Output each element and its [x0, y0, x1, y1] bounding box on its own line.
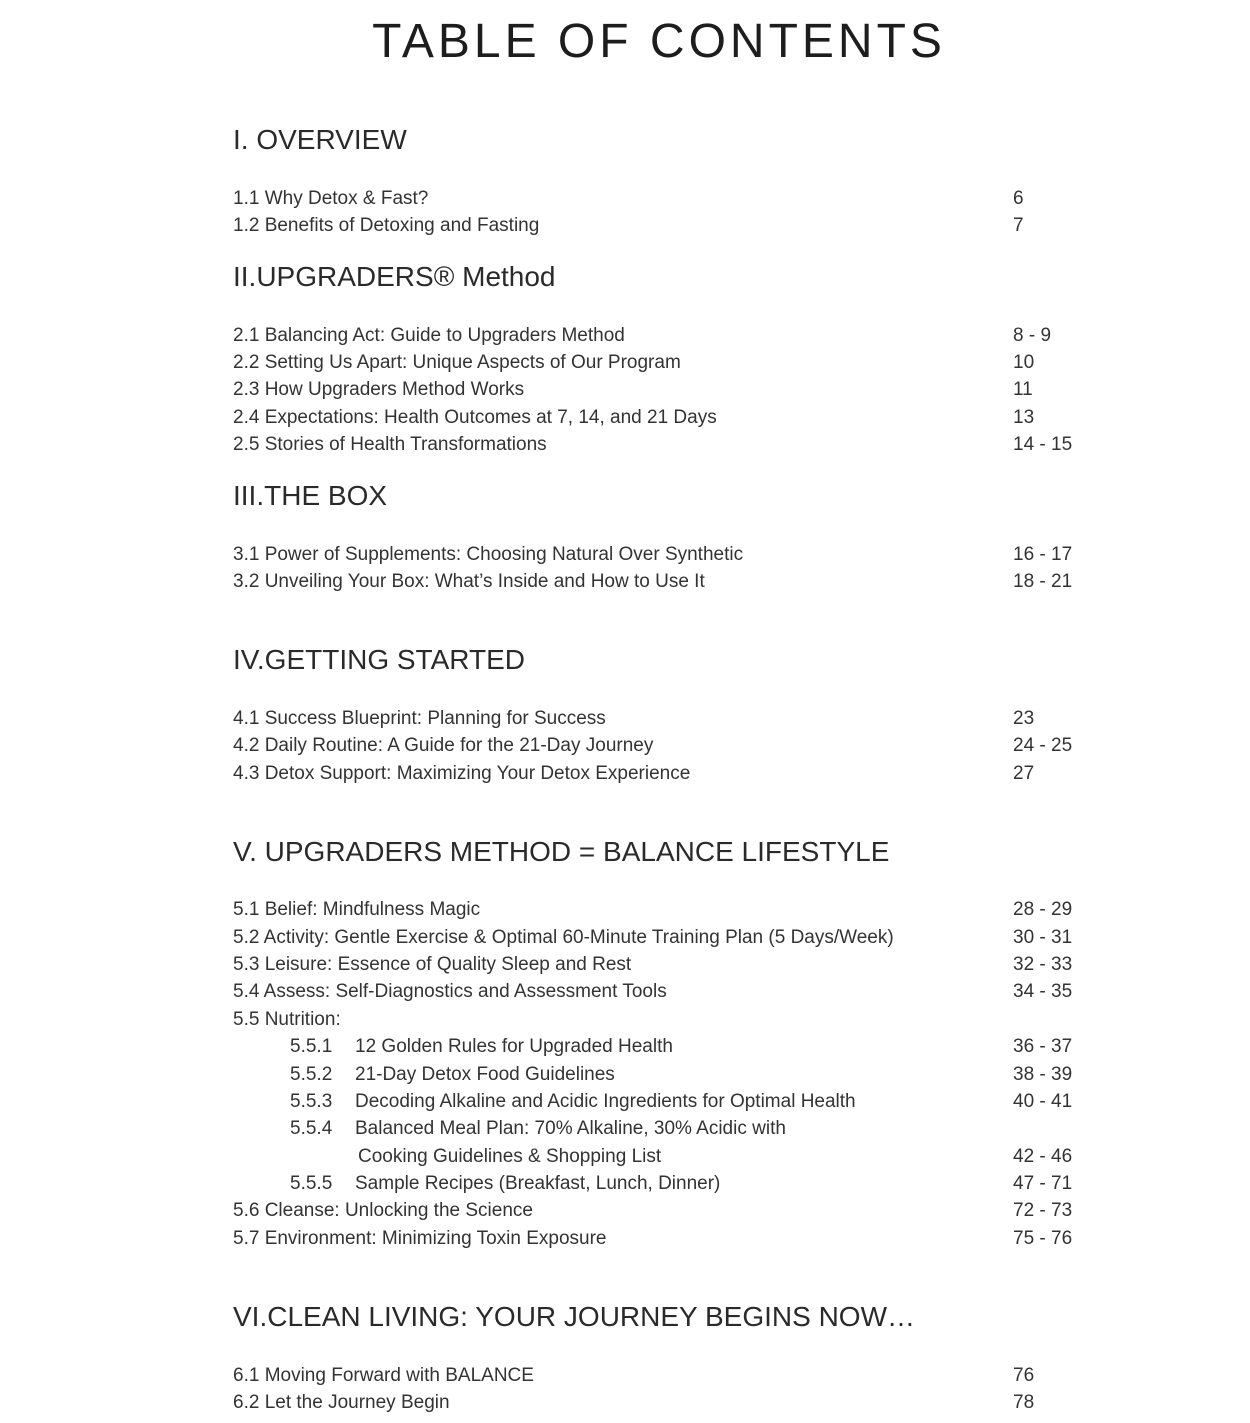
toc-entry[interactable]: [233, 927, 1133, 954]
toc-entry[interactable]: [233, 708, 1133, 735]
toc-entry-pages: 16 - 17: [1013, 544, 1073, 565]
toc-entry-label: 1.1 Why Detox & Fast?: [233, 188, 429, 209]
toc-entry[interactable]: [233, 407, 1133, 434]
toc-sub-entry-number: 5.5.4: [290, 1118, 333, 1139]
toc-sub-entry-number: 5.5.5: [290, 1173, 333, 1194]
toc-entry-label: 5.6 Cleanse: Unlocking the Science: [233, 1200, 533, 1221]
toc-entry-label: 12 Golden Rules for Upgraded Health: [355, 1036, 673, 1057]
section-heading-overview: I. OVERVIEW: [233, 124, 407, 155]
toc-entry-label: 5.5 Nutrition:: [233, 1009, 341, 1030]
toc-entry-pages: 18 - 21: [1013, 571, 1073, 592]
toc-entry-pages: 30 - 31: [1013, 927, 1073, 948]
toc-entry-label: 5.3 Leisure: Essence of Quality Sleep and Rest: [233, 954, 632, 975]
toc-entry-pages: 7: [1013, 215, 1024, 236]
toc-entry-pages: 72 - 73: [1013, 1200, 1073, 1221]
toc-sub-entry-number: 5.5.3: [290, 1091, 333, 1112]
toc-entry-pages: 8 - 9: [1013, 325, 1052, 346]
toc-entry-label: 2.4 Expectations: Health Outcomes at 7, 14, and 21 Days: [233, 407, 717, 428]
toc-entry[interactable]: [233, 188, 1133, 215]
toc-sub-entry-number: 5.5.2: [290, 1064, 333, 1085]
toc-entry-label: 6.2 Let the Journey Begin: [233, 1392, 450, 1413]
toc-entry-pages: 34 - 35: [1013, 981, 1073, 1002]
toc-entry[interactable]: [233, 899, 1133, 926]
toc-entry[interactable]: [233, 735, 1133, 762]
toc-entry-pages: 23: [1013, 708, 1035, 729]
toc-entry[interactable]: [233, 763, 1133, 790]
toc-entry[interactable]: [233, 215, 1133, 242]
toc-entry[interactable]: [233, 1228, 1133, 1255]
toc-entry-label: 4.3 Detox Support: Maximizing Your Detox Experience: [233, 763, 691, 784]
toc-entry-pages: 32 - 33: [1013, 954, 1073, 975]
section-heading-clean-living: VI.CLEAN LIVING: YOUR JOURNEY BEGINS NOW…: [233, 1301, 915, 1332]
section-heading-method: II.UPGRADERS® Method: [233, 261, 556, 292]
toc-entry-pages: 28 - 29: [1013, 899, 1073, 920]
toc-entry-pages: 14 - 15: [1013, 434, 1073, 455]
toc-entry-label: 2.5 Stories of Health Transformations: [233, 434, 547, 455]
toc-entry-pages: 10: [1013, 352, 1035, 373]
toc-entry-pages: 75 - 76: [1013, 1228, 1073, 1249]
toc-sub-entry-number: 5.5.1: [290, 1036, 333, 1057]
toc-entry[interactable]: [233, 1392, 1133, 1419]
toc-entry-label: 2.2 Setting Us Apart: Unique Aspects of Our Program: [233, 352, 681, 373]
toc-entry-label: Balanced Meal Plan: 70% Alkaline, 30% Acidic with: [355, 1118, 786, 1139]
toc-entry[interactable]: [233, 1200, 1133, 1227]
toc-entry-pages: 36 - 37: [1013, 1036, 1073, 1057]
toc-entry[interactable]: [233, 571, 1133, 598]
toc-entry-label: 5.7 Environment: Minimizing Toxin Exposure: [233, 1228, 607, 1249]
toc-entry-label: 5.4 Assess: Self-Diagnostics and Assessment Tools: [233, 981, 667, 1002]
toc-entry-label: 6.1 Moving Forward with BALANCE: [233, 1365, 534, 1386]
page-title: TABLE OF CONTENTS: [372, 15, 946, 68]
toc-entry-label: 4.2 Daily Routine: A Guide for the 21-Day Journey: [233, 735, 654, 756]
toc-entry-label: 5.1 Belief: Mindfulness Magic: [233, 899, 481, 920]
toc-entry[interactable]: [233, 352, 1133, 379]
toc-sub-entry[interactable]: [233, 1118, 1133, 1145]
toc-entry-label: 2.1 Balancing Act: Guide to Upgraders Method: [233, 325, 625, 346]
toc-entry-label: Sample Recipes (Breakfast, Lunch, Dinner): [355, 1173, 721, 1194]
toc-entry-pages: 27: [1013, 763, 1035, 784]
toc-entry-pages: 47 - 71: [1013, 1173, 1073, 1194]
section-heading-getting-started: IV.GETTING STARTED: [233, 644, 525, 675]
toc-entry-label: Cooking Guidelines & Shopping List: [358, 1146, 662, 1167]
toc-entry-pages: 40 - 41: [1013, 1091, 1073, 1112]
toc-entry[interactable]: [233, 325, 1133, 352]
toc-sub-entry-continuation[interactable]: [233, 1146, 1133, 1173]
toc-sub-entry[interactable]: [233, 1173, 1133, 1200]
toc-entry-pages: 24 - 25: [1013, 735, 1073, 756]
toc-entry[interactable]: [233, 1009, 1133, 1036]
toc-entry-pages: 38 - 39: [1013, 1064, 1073, 1085]
toc-entry-pages: 76: [1013, 1365, 1035, 1386]
toc-entry-pages: 13: [1013, 407, 1035, 428]
toc-entry-label: 5.2 Activity: Gentle Exercise & Optimal 60-Minute Training Plan (5 Days/Week): [233, 927, 894, 948]
toc-entry[interactable]: [233, 954, 1133, 981]
toc-entry-label: 4.1 Success Blueprint: Planning for Success: [233, 708, 606, 729]
toc-entry-label: 3.1 Power of Supplements: Choosing Natural Over Synthetic: [233, 544, 744, 565]
toc-entry-label: Decoding Alkaline and Acidic Ingredients for Optimal Health: [355, 1091, 856, 1112]
toc-entry[interactable]: [233, 981, 1133, 1008]
toc-entry-label: 2.3 How Upgraders Method Works: [233, 379, 525, 400]
toc-entry[interactable]: [233, 379, 1133, 406]
toc-entry-pages: 11: [1013, 379, 1033, 400]
toc-entry-pages: 78: [1013, 1392, 1035, 1413]
toc-entry[interactable]: [233, 434, 1133, 461]
toc-entry[interactable]: [233, 544, 1133, 571]
toc-entry[interactable]: [233, 1365, 1133, 1392]
toc-entry-label: 1.2 Benefits of Detoxing and Fasting: [233, 215, 540, 236]
section-heading-the-box: III.THE BOX: [233, 480, 388, 511]
toc-entry-pages: 6: [1013, 188, 1024, 209]
toc-sub-entry[interactable]: [233, 1091, 1133, 1118]
toc-sub-entry[interactable]: [233, 1064, 1133, 1091]
toc-entry-label: 21-Day Detox Food Guidelines: [355, 1064, 615, 1085]
toc-sub-entry[interactable]: [233, 1036, 1133, 1063]
section-heading-balance-lifestyle: V. UPGRADERS METHOD = BALANCE LIFESTYLE: [233, 836, 890, 867]
toc-entry-pages: 42 - 46: [1013, 1146, 1073, 1167]
toc-entry-label: 3.2 Unveiling Your Box: What’s Inside and How to Use It: [233, 571, 705, 592]
